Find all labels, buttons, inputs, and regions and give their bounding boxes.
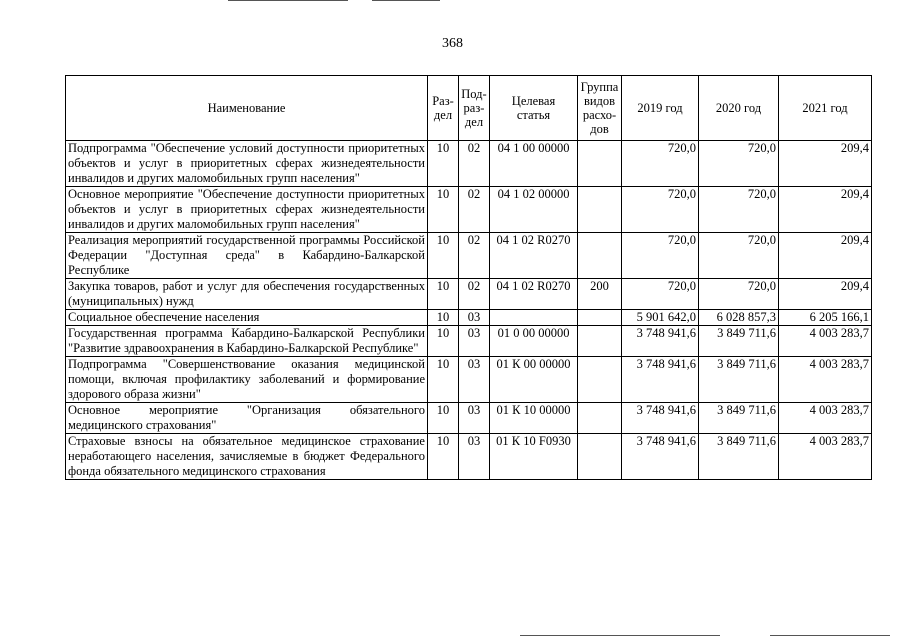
- table-row: [66, 434, 872, 480]
- row-podrazdel: 03: [459, 310, 490, 326]
- table-row: [66, 187, 872, 233]
- scan-artifact-bottom-2: [770, 635, 890, 636]
- row-podrazdel: 02: [459, 141, 490, 187]
- page-number: 368: [442, 36, 463, 51]
- row-2019: 3 748 941,6: [622, 326, 699, 357]
- row-target: 01 К 10 00000: [490, 403, 578, 434]
- row-podrazdel: 02: [459, 233, 490, 279]
- header-name: Наименование: [66, 76, 428, 141]
- row-2020: 3 849 711,6: [699, 326, 779, 357]
- header-2019: 2019 год: [622, 76, 699, 141]
- scan-artifact-top-2: [372, 0, 440, 1]
- row-2021: 4 003 283,7: [779, 434, 872, 480]
- row-2020: 3 849 711,6: [699, 434, 779, 480]
- row-razdel: 10: [428, 357, 459, 403]
- row-2020: 720,0: [699, 187, 779, 233]
- row-target: [490, 310, 578, 326]
- table-row: [66, 141, 872, 187]
- row-name: Основное мероприятие "Обеспечение доступности приоритетных объектов и услуг в приоритетных сферах жизнедеятельности инвалидов и других маломобильных групп населения": [66, 187, 428, 233]
- row-2021: 4 003 283,7: [779, 326, 872, 357]
- table-header-row: [66, 76, 872, 141]
- row-group: 200: [578, 279, 622, 310]
- row-target: 01 0 00 00000: [490, 326, 578, 357]
- row-name: Подпрограмма "Обеспечение условий доступности приоритетных объектов и услуг в приоритетных сферах жизнедеятельности инвалидов и других маломобильных групп населения": [66, 141, 428, 187]
- row-2019: 3 748 941,6: [622, 357, 699, 403]
- row-group: [578, 141, 622, 187]
- row-name: Страховые взносы на обязательное медицинское страхование неработающего населения, зачисляемые в бюджет Федерального фонда обязательного медицинского страхования: [66, 434, 428, 480]
- row-2019: 3 748 941,6: [622, 434, 699, 480]
- row-2019: 720,0: [622, 279, 699, 310]
- row-razdel: 10: [428, 403, 459, 434]
- row-name: Реализация мероприятий государственной программы Российской Федерации "Доступная среда" в Кабардино-Балкарской Республике: [66, 233, 428, 279]
- header-podrazdel: Под- раз- дел: [459, 76, 490, 141]
- row-group: [578, 357, 622, 403]
- row-target: 04 1 02 00000: [490, 187, 578, 233]
- table-row: [66, 233, 872, 279]
- row-2021: 209,4: [779, 279, 872, 310]
- header-target: Целевая статья: [490, 76, 578, 141]
- row-2020: 6 028 857,3: [699, 310, 779, 326]
- row-razdel: 10: [428, 310, 459, 326]
- row-razdel: 10: [428, 187, 459, 233]
- row-group: [578, 233, 622, 279]
- table-row: [66, 357, 872, 403]
- table-row: [66, 326, 872, 357]
- row-group: [578, 434, 622, 480]
- row-razdel: 10: [428, 326, 459, 357]
- row-2019: 720,0: [622, 233, 699, 279]
- row-name: Государственная программа Кабардино-Балкарской Республики "Развитие здравоохранения в Кабардино-Балкарской Республике": [66, 326, 428, 357]
- header-2020: 2020 год: [699, 76, 779, 141]
- row-2019: 720,0: [622, 141, 699, 187]
- budget-table: [65, 75, 872, 480]
- row-2021: 209,4: [779, 187, 872, 233]
- table-row: [66, 403, 872, 434]
- row-name: Подпрограмма "Совершенствование оказания медицинской помощи, включая профилактику заболеваний и формирование здорового образа жизни": [66, 357, 428, 403]
- row-target: 04 1 02 R0270: [490, 279, 578, 310]
- header-razdel: Раз- дел: [428, 76, 459, 141]
- row-group: [578, 326, 622, 357]
- row-2020: 720,0: [699, 141, 779, 187]
- row-2021: 4 003 283,7: [779, 403, 872, 434]
- row-group: [578, 310, 622, 326]
- row-podrazdel: 03: [459, 357, 490, 403]
- row-razdel: 10: [428, 279, 459, 310]
- row-2021: 6 205 166,1: [779, 310, 872, 326]
- row-2019: 720,0: [622, 187, 699, 233]
- row-razdel: 10: [428, 141, 459, 187]
- row-2019: 5 901 642,0: [622, 310, 699, 326]
- row-2020: 720,0: [699, 279, 779, 310]
- row-target: 01 К 00 00000: [490, 357, 578, 403]
- row-podrazdel: 02: [459, 279, 490, 310]
- row-razdel: 10: [428, 434, 459, 480]
- row-target: 04 1 02 R0270: [490, 233, 578, 279]
- scan-artifact-top: [228, 0, 348, 1]
- row-group: [578, 403, 622, 434]
- table-row: [66, 279, 872, 310]
- row-group: [578, 187, 622, 233]
- row-2020: 720,0: [699, 233, 779, 279]
- row-name: Социальное обеспечение населения: [66, 310, 428, 326]
- table-row: [66, 310, 872, 326]
- header-group: Группа видов расхо- дов: [578, 76, 622, 141]
- row-name: Закупка товаров, работ и услуг для обеспечения государственных (муниципальных) нужд: [66, 279, 428, 310]
- row-2021: 4 003 283,7: [779, 357, 872, 403]
- header-2021: 2021 год: [779, 76, 872, 141]
- scan-artifact-bottom: [520, 635, 720, 636]
- row-2021: 209,4: [779, 233, 872, 279]
- row-name: Основное мероприятие "Организация обязательного медицинского страхования": [66, 403, 428, 434]
- row-2020: 3 849 711,6: [699, 403, 779, 434]
- row-target: 04 1 00 00000: [490, 141, 578, 187]
- row-2020: 3 849 711,6: [699, 357, 779, 403]
- row-2021: 209,4: [779, 141, 872, 187]
- row-target: 01 К 10 F0930: [490, 434, 578, 480]
- row-2019: 3 748 941,6: [622, 403, 699, 434]
- row-razdel: 10: [428, 233, 459, 279]
- row-podrazdel: 03: [459, 403, 490, 434]
- row-podrazdel: 03: [459, 326, 490, 357]
- row-podrazdel: 02: [459, 187, 490, 233]
- row-podrazdel: 03: [459, 434, 490, 480]
